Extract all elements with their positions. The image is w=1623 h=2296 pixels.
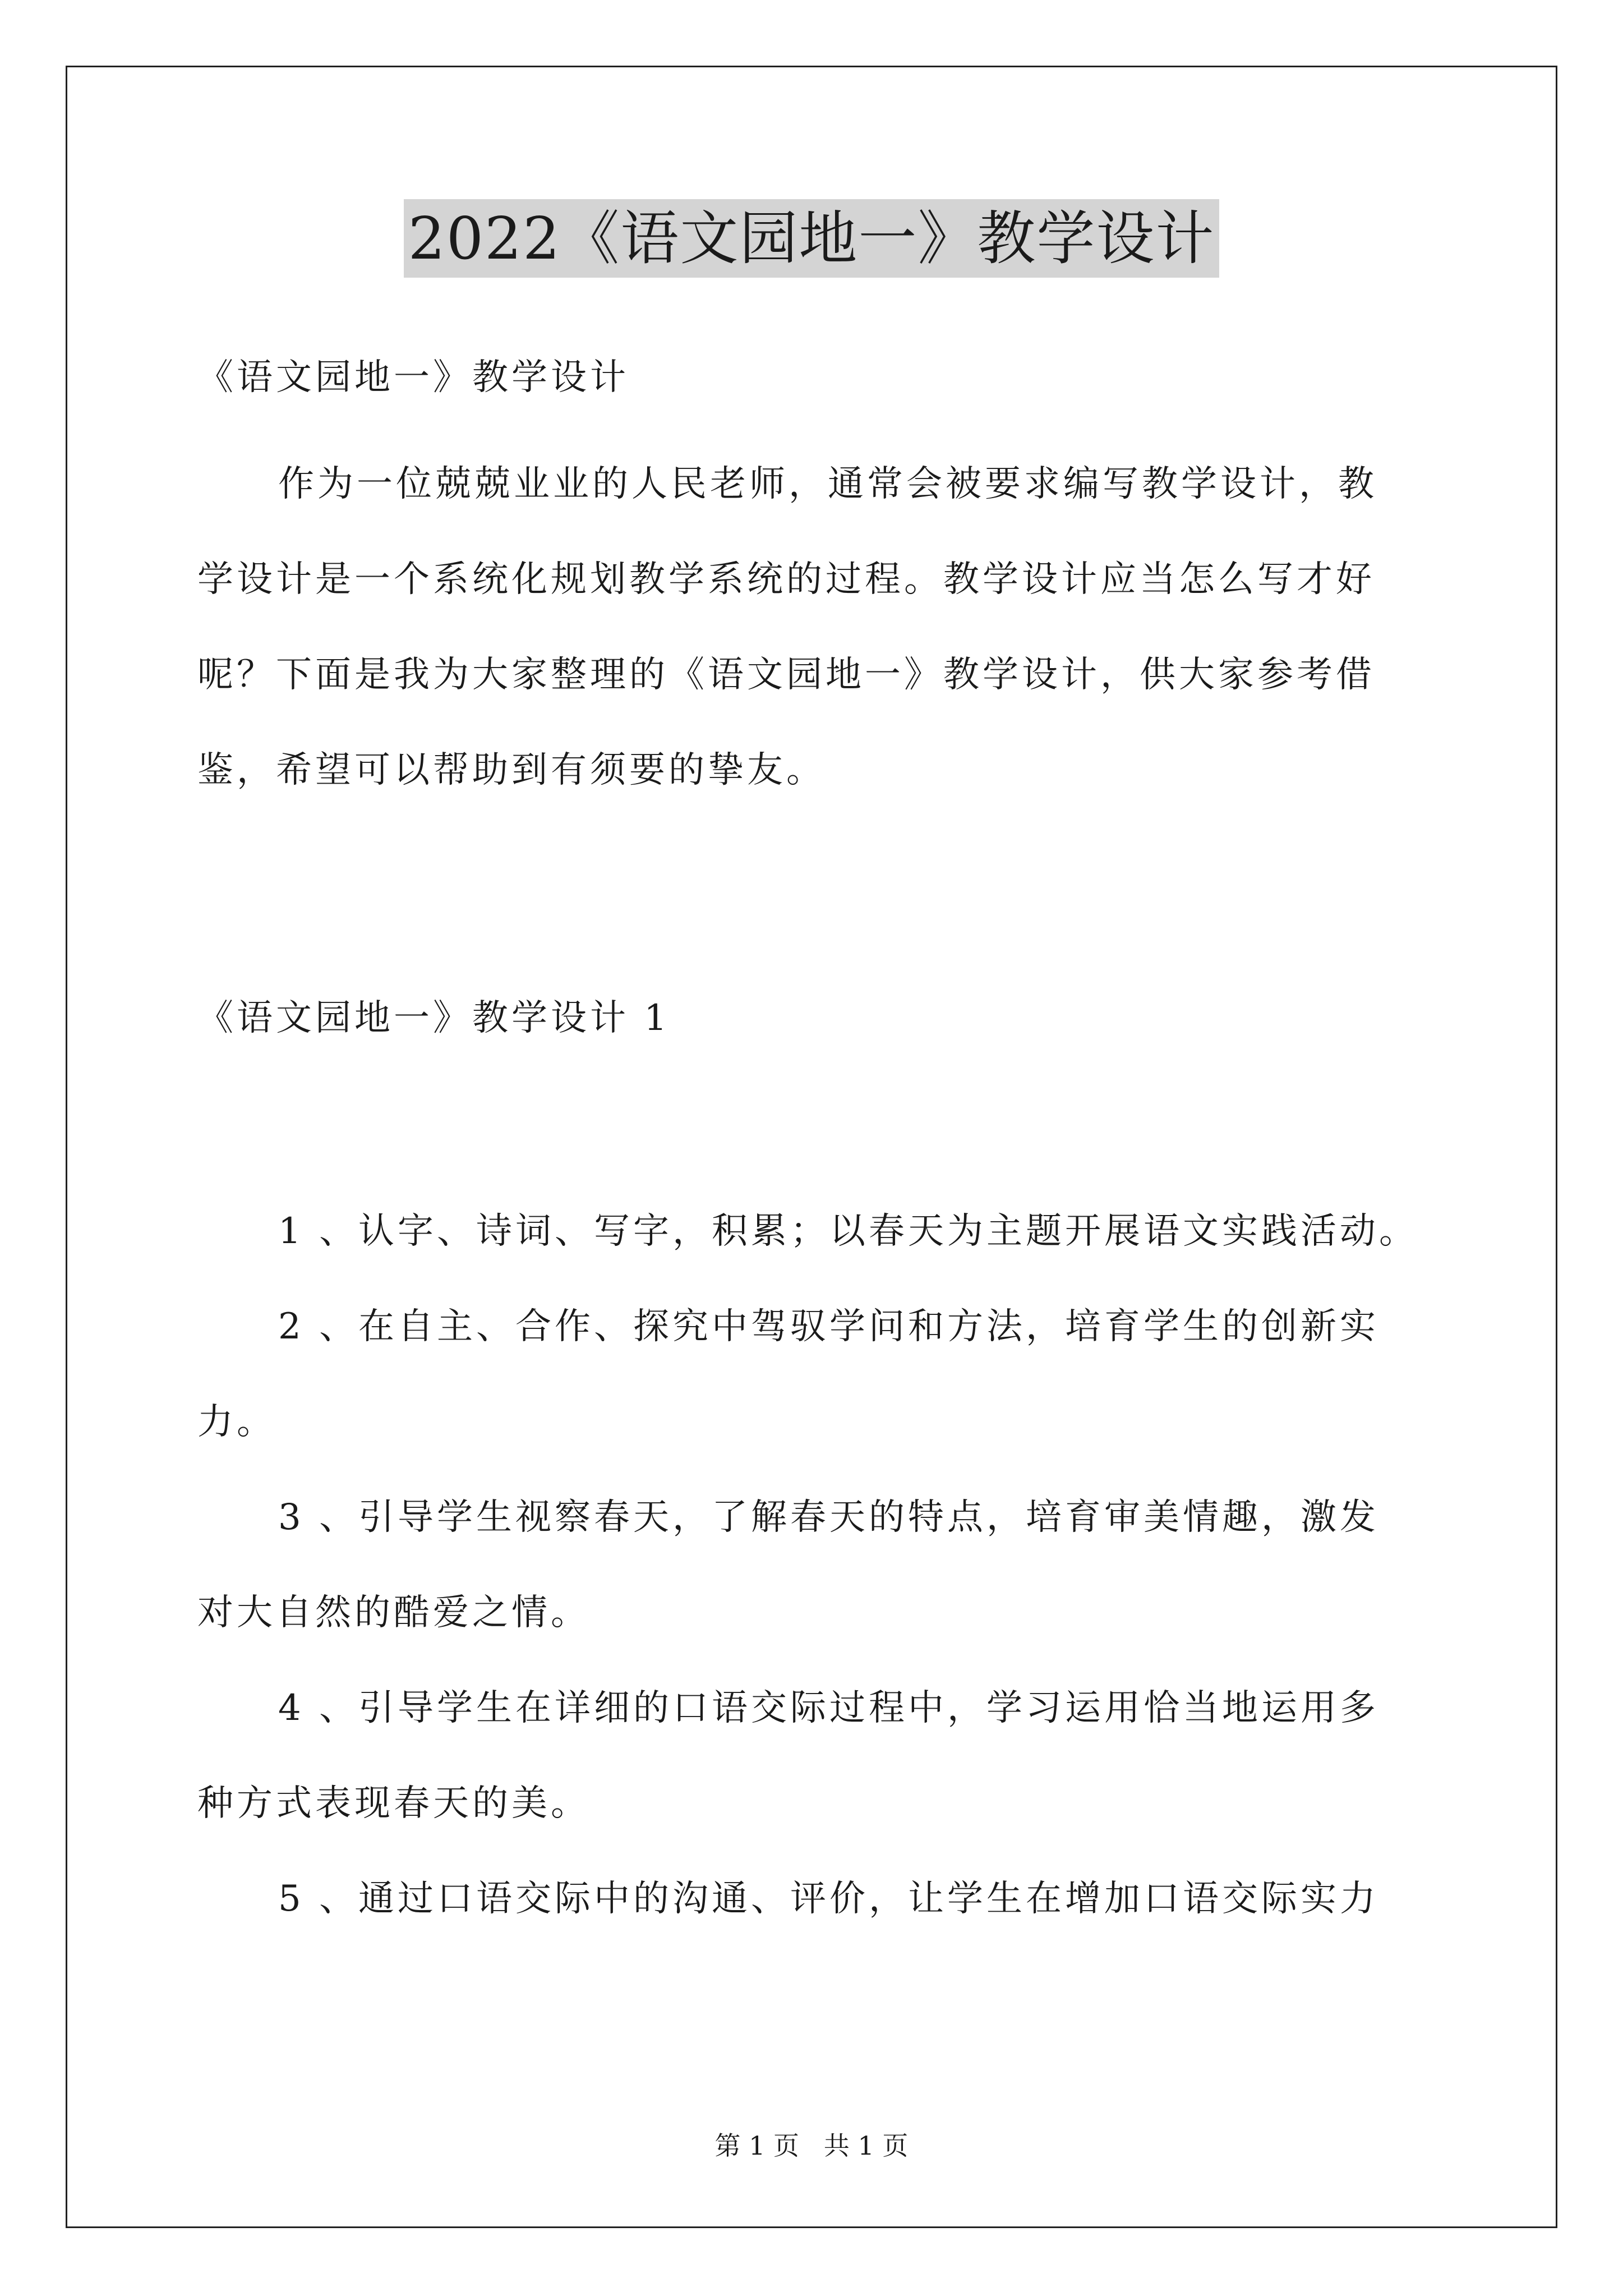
intro-line: 鉴，希望可以帮助到有须要的挚友。	[197, 749, 826, 791]
subtitle-block	[197, 330, 1431, 425]
list-item-continuation: 种方式表现春天的美。	[197, 1783, 590, 1824]
intro-line: 呢？下面是我为大家整理的《语文园地一》教学设计，供大家参考借	[197, 654, 1375, 696]
intro-line: 作为一位兢兢业业的人民老师，通常会被要求编写教学设计，教	[278, 463, 1377, 505]
document-title: 2022《语文园地一》教学设计	[404, 199, 1220, 278]
list-item: 1 、认字、诗词、写字，积累；以春天为主题开展语文实践活动。	[278, 1211, 1419, 1252]
list-item: 4 、引导学生在详细的口语交际过程中，学习运用恰当地运用多	[278, 1687, 1380, 1729]
section-heading-block	[197, 970, 1431, 1066]
document-subtitle: 《语文园地一》教学设计	[197, 357, 629, 398]
list-item-continuation: 力。	[197, 1401, 276, 1443]
list-item: 3 、引导学生视察春天，了解春天的特点，培育审美情趣，激发	[278, 1497, 1380, 1538]
page-footer: 第 1 页 共 1 页	[714, 2131, 909, 2161]
list-item: 5 、通过口语交际中的沟通、评价，让学生在增加口语交际实力	[278, 1878, 1380, 1920]
intro-paragraph	[197, 436, 1431, 818]
objectives-list	[197, 1184, 1431, 1947]
title-area	[0, 199, 1623, 278]
section-heading: 《语文园地一》教学设计 1	[197, 997, 671, 1039]
list-item-continuation: 对大自然的酷爱之情。	[197, 1592, 590, 1634]
intro-line: 学设计是一个系统化规划教学系统的过程。教学设计应当怎么写才好	[197, 559, 1375, 600]
list-item: 2 、在自主、合作、探究中驾驭学问和方法，培育学生的创新实	[278, 1306, 1380, 1347]
